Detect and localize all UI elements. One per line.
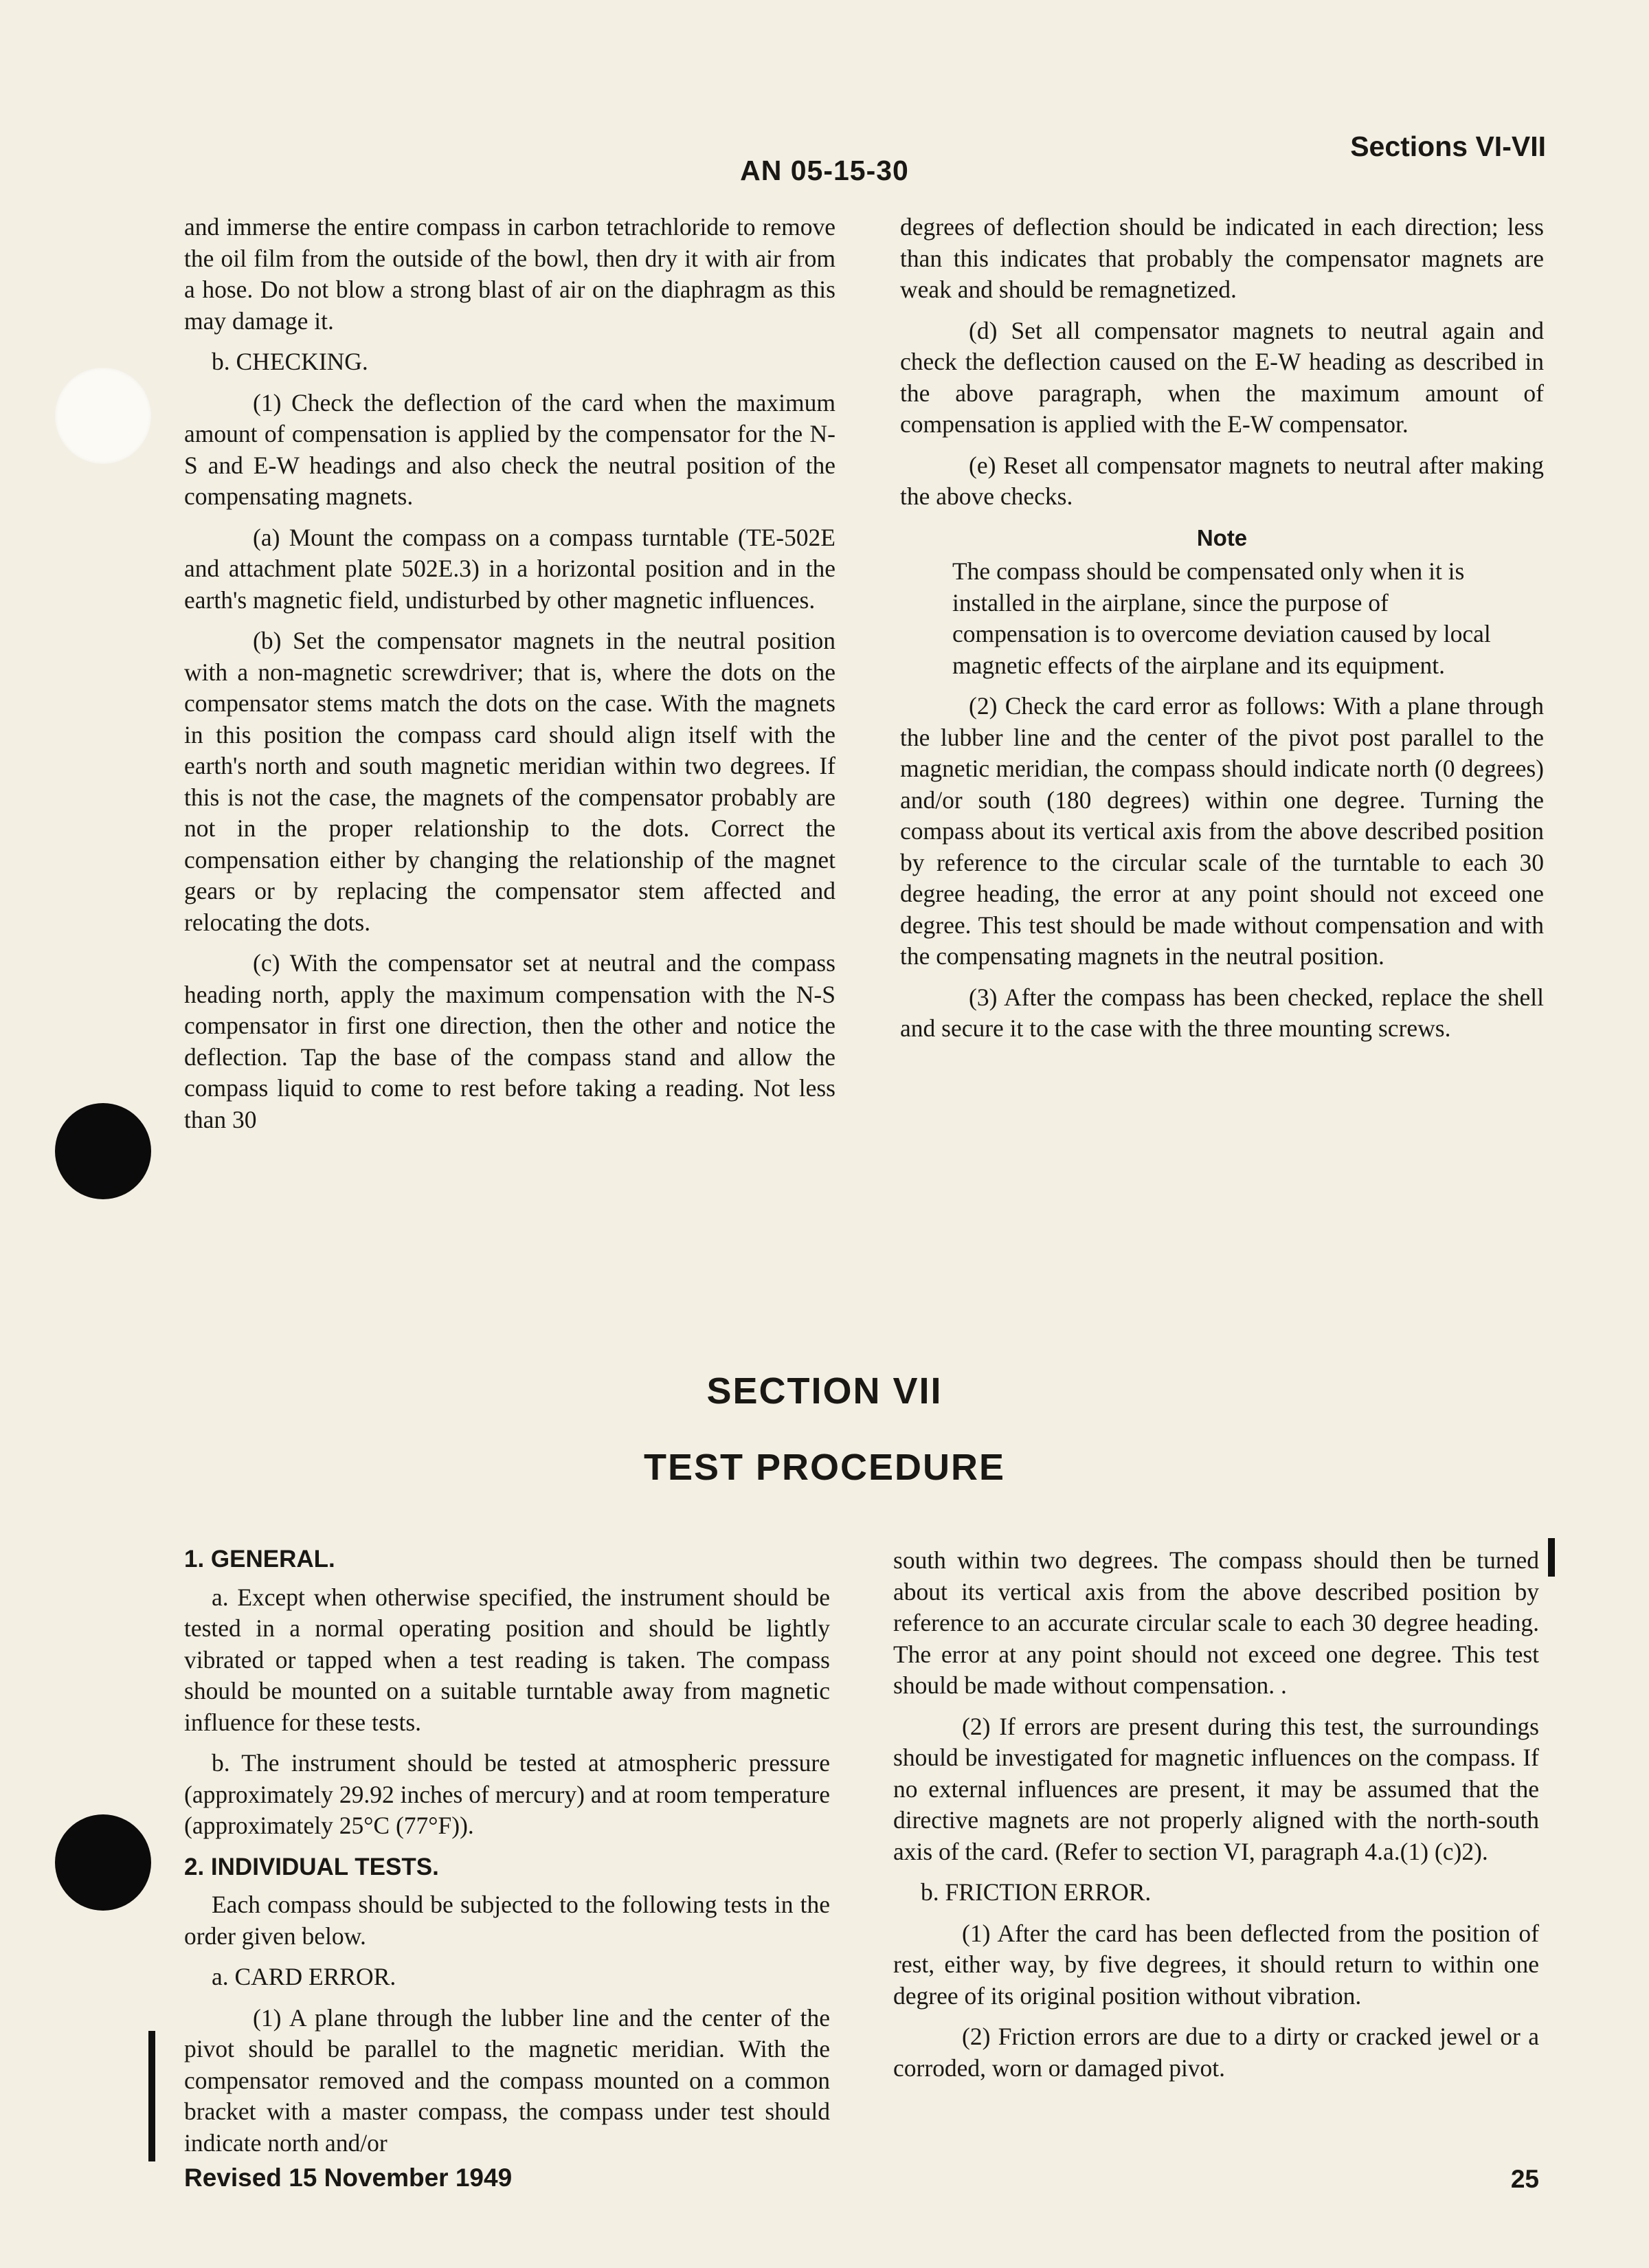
paragraph: degrees of deflection should be indicated in each direction; less than this indicates that probably the compensator magnets are weak and should be remagnetized. — [900, 213, 1544, 303]
section6-column-right — [900, 212, 1544, 1054]
paragraph: (2) If errors are present during this test, the surroundings should be investigated for magnetic influences on the compass. If no external influences are present, it may be assumed that the directive magnets are not properly aligned with the north-south axis of the card. (Refer to section VI, paragraph 4.a.(1) (c)2). — [893, 1712, 1539, 1865]
paragraph: Each compass should be subjected to the following tests in the order given below. — [184, 1891, 830, 1950]
section6-column-left — [184, 212, 835, 1145]
revision-bar-left — [148, 2031, 155, 2161]
paragraph: (1) A plane through the lubber line and the center of the pivot should be parallel to the magnetic meridian. With the compensator removed and the compass mounted on a common bracket with a master compass, the compass under test should indicate north and/or — [184, 2003, 830, 2157]
note-body: The compass should be compensated only when it is installed in the airplane, since the purpose of compensation is to overcome deviation caused by local magnetic effects of the airplane and its equipment. — [952, 557, 1491, 679]
section-number: SECTION VII — [706, 1370, 943, 1412]
paragraph: (b) Set the compensator magnets in the neutral position with a non-magnetic screwdriver; that is, where the dots on the compensator stems match the dots on the case. With the magnets in this position the compass card should align itself with the earth's north and south magnetic meridian within two degrees. If this is not the case, the magnets of the compensator probably are not in the proper relationship to the dots. Correct the compensation either by changing the relationship of the magnet gears or by replacing the compensator stem affected and relocating the dots. — [184, 627, 835, 936]
section-title: TEST PROCEDURE — [643, 1447, 1006, 1488]
subheading-friction-error: b. FRICTION ERROR. — [921, 1878, 1152, 1906]
paragraph: (1) After the card has been deflected from the position of rest, either way, by five degrees, it should return to within one degree of its original position without vibration. — [893, 1919, 1539, 2010]
page-number: 25 — [1510, 2165, 1539, 2193]
paragraph: b. The instrument should be tested at atmospheric pressure (approximately 29.92 inches of mercury) and at room temperature (approximately 25°C (77°F)). — [184, 1749, 830, 1839]
paragraph: (2) Check the card error as follows: With a plane through the lubber line and the center of the pivot post parallel to the magnetic meridian, the compass should indicate north (0 degrees) and/or south (180 degrees) within one degree. Turning the compass about its vertical axis from the above described position by reference to the circular scale of the turntable to each 30 degree heading, the error at any point should not exceed one degree. This test should be made without compensation and with the compensating magnets in the neutral position. — [900, 692, 1544, 970]
paragraph: (2) Friction errors are due to a dirty or cracked jewel or a corroded, worn or damaged pivot. — [893, 2023, 1539, 2082]
paragraph: (c) With the compensator set at neutral and the compass heading north, apply the maximum compensation with the N-S compensator in first one direction, then the other and notice the deflection. Tap the base of the compass stand and allow the compass liquid to come to rest before taking a reading. Not less than 30 — [184, 949, 835, 1133]
paragraph: (d) Set all compensator magnets to neutral again and check the deflection caused on the E-W heading as described in the above paragraph, when the maximum amount of compensation is applied with the E-W compensator. — [900, 316, 1544, 438]
subheading-checking: b. CHECKING. — [212, 348, 368, 375]
paragraph: (e) Reset all compensator magnets to neutral after making the above checks. — [900, 451, 1544, 510]
punch-hole-bottom — [55, 1814, 151, 1911]
paragraph: (1) Check the deflection of the card when the maximum amount of compensation is applied by the compensator for the N-S and E-W headings and also check the neutral position of the compensating magnets. — [184, 388, 835, 510]
sections-header: Sections VI-VII — [1350, 131, 1546, 162]
paragraph: south within two degrees. The compass should then be turned about its vertical axis from the above described position by reference to an accurate circular scale to each 30 degree heading. The error at any point should not exceed one degree. This test should be made without compensation. . — [893, 1546, 1539, 1699]
document-number: AN 05-15-30 — [740, 155, 909, 186]
subheading-card-error: a. CARD ERROR. — [212, 1963, 396, 1990]
section7-column-right — [893, 1545, 1539, 2093]
heading-individual-tests: 2. INDIVIDUAL TESTS. — [184, 1853, 439, 1880]
paragraph: (a) Mount the compass on a compass turntable (TE-502E and attachment plate 502E.3) in a horizontal position and in the earth's magnetic field, undisturbed by other magnetic influences. — [184, 523, 835, 614]
punch-hole-top — [55, 368, 151, 464]
note-title: Note — [1196, 524, 1248, 551]
revision-date: Revised 15 November 1949 — [184, 2164, 513, 2192]
paragraph: (3) After the compass has been checked, replace the shell and secure it to the case with the three mounting screws. — [900, 983, 1544, 1042]
section7-column-left — [184, 1539, 830, 2168]
paragraph: and immerse the entire compass in carbon tetrachloride to remove the oil film from the outside of the bowl, then dry it with air from a hose. Do not blow a strong blast of air on the diaphragm as this may damage it. — [184, 213, 835, 335]
paragraph: a. Except when otherwise specified, the instrument should be tested in a normal operating position and should be lightly vibrated or tapped when a test reading is taken. The compass should be mounted on a suitable turntable away from magnetic influence for these tests. — [184, 1583, 830, 1736]
revision-bar-right — [1548, 1538, 1555, 1577]
heading-general: 1. GENERAL. — [184, 1546, 335, 1572]
punch-hole-middle — [55, 1103, 151, 1199]
